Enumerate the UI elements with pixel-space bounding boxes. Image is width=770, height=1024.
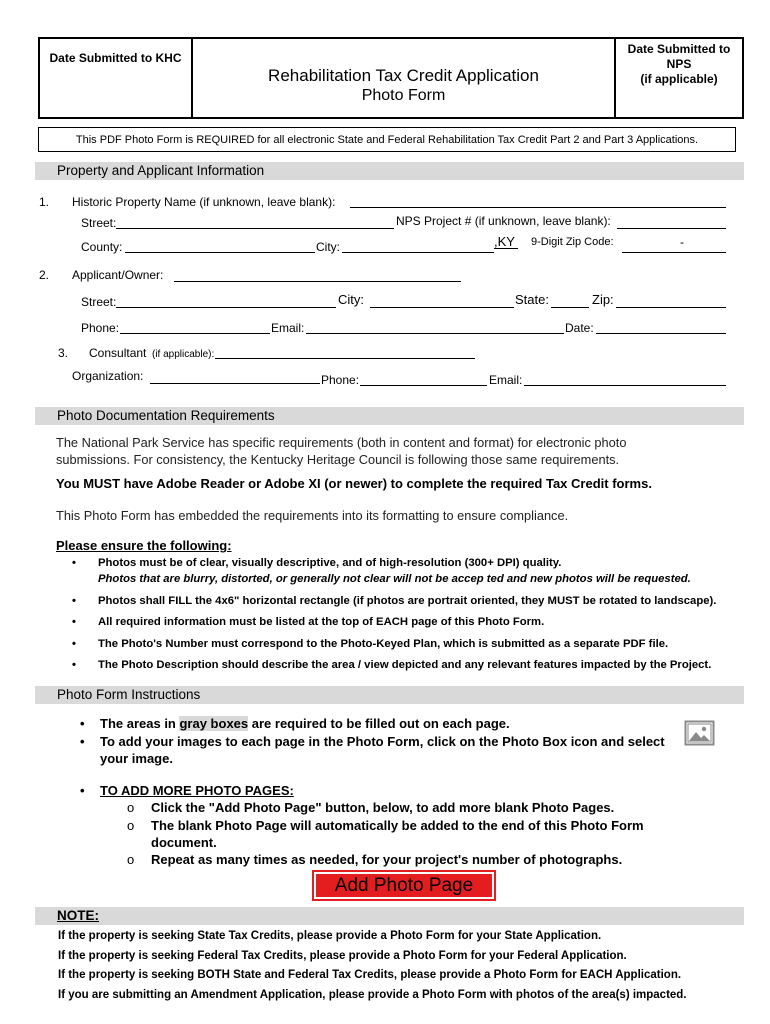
instruction-repeat: Repeat as many times as needed, for your project's number of photographs. (151, 852, 623, 867)
applicant-owner-label: Applicant/Owner: (72, 268, 164, 282)
consultant-field[interactable] (215, 358, 475, 359)
street-field[interactable] (116, 228, 394, 229)
bullet-glyph: • (72, 638, 76, 650)
ky-underline (494, 248, 518, 249)
bullet-glyph: • (72, 557, 76, 569)
image-icon-svg (684, 720, 715, 746)
nps-project-label: NPS Project # (if unknown, leave blank): (396, 214, 611, 228)
bullet-glyph: • (80, 734, 85, 749)
bullet-glyph: • (72, 659, 76, 671)
applicant-zip-label: Zip: (592, 292, 614, 307)
property-name-field[interactable] (350, 207, 726, 208)
consultant-email-label: Email: (489, 373, 523, 387)
add-more-pages-heading: TO ADD MORE PHOTO PAGES: (100, 783, 294, 798)
applicant-state-field[interactable] (551, 307, 589, 308)
photo-doc-para-line1: The National Park Service has specific requirements (both in content and format) for electronic photo (56, 435, 627, 450)
note-line: If the property is seeking Federal Tax Credits, please provide a Photo Form for your Federal Application. (58, 950, 627, 962)
instructions-section-heading: Photo Form Instructions (35, 686, 744, 704)
item-number-3: 3. (58, 346, 69, 360)
photo-doc-section-heading: Photo Documentation Requirements (35, 407, 744, 425)
instruction-gray-boxes: The areas in gray boxes are required to be filled out on each page. (100, 716, 510, 731)
street-label: Street: (81, 216, 117, 230)
city-label: City: (316, 240, 340, 254)
sub-bullet-glyph: o (127, 800, 135, 815)
ensure-heading: Please ensure the following: (56, 538, 232, 553)
applicant-owner-field[interactable] (174, 281, 461, 282)
zip-code-label: 9-Digit Zip Code: (531, 236, 614, 248)
bullet-glyph: • (80, 716, 85, 731)
photo-doc-paragraph (56, 434, 626, 468)
applicant-email-field[interactable] (306, 333, 564, 334)
applicant-city-field[interactable] (370, 307, 514, 308)
note-line: If the property is seeking BOTH State and Federal Tax Credits, please provide a Photo Form for EACH Application. (58, 969, 682, 981)
zip-code-field[interactable] (622, 252, 726, 253)
add-photo-page-button[interactable] (312, 870, 496, 901)
instruction-add-images: To add your images to each page in the Photo Form, click on the Photo Box icon and select your image. (100, 734, 665, 766)
instruction-click-add: Click the "Add Photo Page" button, below, to add more blank Photo Pages. (151, 800, 615, 815)
sub-bullet-glyph: o (127, 852, 135, 867)
nps-project-field[interactable] (617, 228, 726, 229)
applicant-date-field[interactable] (596, 333, 726, 334)
date-submitted-nps-cell[interactable] (614, 39, 742, 117)
consultant-label: Consultant (89, 346, 147, 360)
consultant-note: (if applicable): (152, 349, 215, 360)
consultant-email-field[interactable] (524, 385, 726, 386)
property-section-heading: Property and Applicant Information (35, 162, 744, 180)
item-number-1: 1. (39, 195, 50, 209)
applicant-zip-field[interactable] (616, 307, 726, 308)
form-title: Rehabilitation Tax Credit Application (268, 66, 539, 85)
ky-suffix: ,KY (494, 234, 515, 249)
required-notice: This PDF Photo Form is REQUIRED for all electronic State and Federal Rehabilitation Tax Credit Part 2 and Part 3 Applications. (38, 127, 736, 152)
item-number-2: 2. (39, 268, 50, 282)
note-line: If the property is seeking State Tax Credits, please provide a Photo Form for your State Application. (58, 930, 602, 942)
property-name-label: Historic Property Name (if unknown, leave blank): (72, 195, 336, 209)
applicant-street-field[interactable] (116, 307, 336, 308)
instruction-blank-page: The blank Photo Page will automatically be added to the end of this Photo Form document. (151, 818, 644, 850)
organization-field[interactable] (150, 383, 320, 384)
applicant-state-label: State: (515, 292, 549, 307)
title-cell (193, 39, 614, 117)
date-submitted-nps-note: (if applicable) (640, 72, 718, 86)
applicant-street-label: Street: (81, 295, 117, 309)
form-subtitle: Photo Form (361, 87, 446, 104)
applicant-date-label: Date: (565, 321, 594, 335)
blurry-photos-warning: Photos that are blurry, distorted, or generally not clear will not be accep ted and new photos will be requested. (98, 573, 691, 585)
consultant-phone-field[interactable] (360, 385, 487, 386)
county-field[interactable] (125, 252, 315, 253)
bullet-glyph: • (80, 783, 85, 798)
date-submitted-khc-label: Date Submitted to KHC (49, 51, 182, 65)
note-line: If you are submitting an Amendment Application, please provide a Photo Form with photos of the area(s) impacted. (58, 989, 687, 1001)
organization-label: Organization: (72, 369, 144, 383)
photo-doc-para-line2: submissions. For consistency, the Kentucky Heritage Council is following those same requirements. (56, 452, 620, 467)
city-field[interactable] (342, 252, 494, 253)
applicant-phone-field[interactable] (120, 333, 270, 334)
applicant-city-label: City: (338, 292, 364, 307)
consultant-phone-label: Phone: (321, 373, 360, 387)
date-submitted-khc-cell[interactable] (40, 39, 193, 117)
add-photo-page-label: Add Photo Page (316, 874, 492, 897)
note-heading: NOTE: (35, 907, 744, 925)
bullet-glyph: • (72, 616, 76, 628)
embedded-requirements-text: This Photo Form has embedded the requirements into its formatting to ensure compliance. (56, 508, 569, 523)
date-submitted-nps-label: Date Submitted to NPS (627, 42, 731, 71)
applicant-email-label: Email: (271, 321, 305, 335)
zip-dash: - (680, 235, 684, 249)
adobe-requirement: You MUST have Adobe Reader or Adobe XI (or newer) to complete the required Tax Credit forms. (56, 476, 652, 491)
bullet-glyph: • (72, 595, 76, 607)
sub-bullet-glyph: o (127, 818, 135, 833)
image-icon[interactable] (684, 720, 715, 746)
county-label: County: (81, 240, 123, 254)
applicant-phone-label: Phone: (81, 321, 120, 335)
gray-boxes-highlight: gray boxes (179, 716, 249, 731)
header-box (38, 37, 744, 119)
